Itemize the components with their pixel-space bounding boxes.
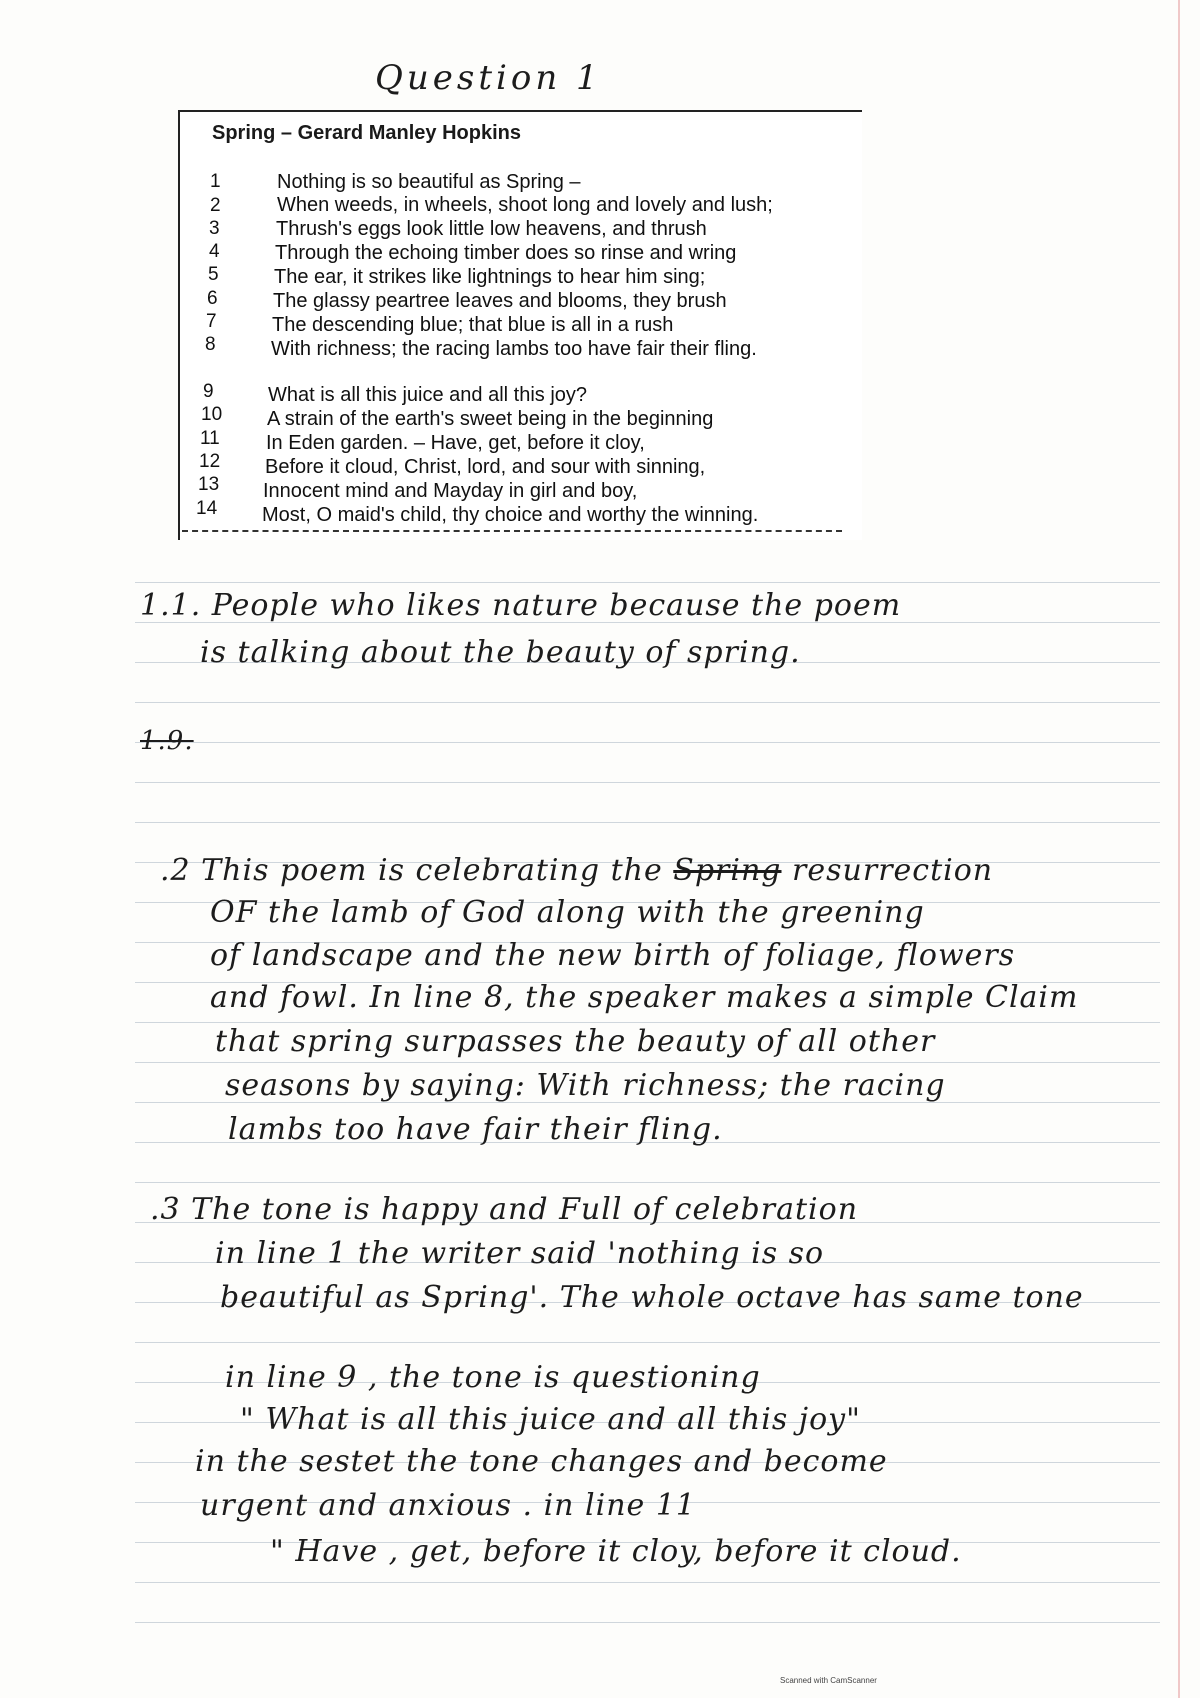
page-margin-line [1178, 0, 1180, 1698]
ruled-line [135, 822, 1160, 823]
ruled-line [135, 1622, 1160, 1623]
line-number: 13 [198, 474, 220, 495]
answer-1-2-line: lambs too have fair their fling. [228, 1112, 723, 1147]
answer-1-3-line: .3 The tone is happy and Full of celebration [150, 1192, 859, 1227]
line-number: 6 [207, 288, 218, 309]
line-number: 11 [200, 428, 220, 449]
poem-line: Most, O maid's child, thy choice and worthy the winning. [262, 504, 759, 526]
struck-label: 1.9. [140, 726, 194, 756]
line-number: 1 [210, 171, 221, 192]
answer-1-2-suffix: resurrection [792, 853, 994, 888]
struck-word: Spring [673, 853, 782, 888]
ruled-line [135, 1582, 1160, 1583]
ruled-line [135, 1062, 1160, 1063]
ruled-line [135, 582, 1160, 583]
line-number: 10 [201, 404, 223, 425]
answer-1-3-line: urgent and anxious . in line 11 [200, 1488, 697, 1523]
line-number: 3 [209, 218, 220, 239]
answer-1-1-line: 1.1. People who likes nature because the poem [140, 588, 902, 623]
poem-line: Before it cloud, Christ, lord, and sour with sinning, [265, 456, 706, 478]
poem-line: The ear, it strikes like lightnings to hear him sing; [274, 266, 706, 288]
poem-line: In Eden garden. – Have, get, before it cloy, [266, 432, 645, 454]
poem-line: What is all this juice and all this joy? [268, 384, 588, 406]
ruled-line [135, 1022, 1160, 1023]
ruled-line [135, 1182, 1160, 1183]
answer-1-2-line: of landscape and the new birth of foliage, flowers [210, 938, 1016, 973]
answer-1-2-line: OF the lamb of God along with the greening [210, 895, 925, 930]
poem-line: The descending blue; that blue is all in a rush [272, 314, 674, 336]
poem-line: When weeds, in wheels, shoot long and lovely and lush; [277, 194, 773, 216]
question-heading: Question 1 [375, 58, 602, 98]
ruled-line [135, 782, 1160, 783]
line-number: 8 [205, 334, 216, 355]
poem-line: Nothing is so beautiful as Spring – [277, 171, 581, 193]
answer-1-2-line: that spring surpasses the beauty of all other [215, 1024, 936, 1059]
poem-line: Innocent mind and Mayday in girl and boy, [263, 480, 638, 502]
line-number: 2 [210, 195, 221, 216]
line-number: 12 [199, 451, 221, 472]
line-number: 4 [209, 241, 220, 262]
answer-1-2-line: and fowl. In line 8, the speaker makes a simple Claim [210, 980, 1079, 1015]
answer-1-3-line: " What is all this juice and all this joy" [240, 1402, 861, 1437]
poem-line: Through the echoing timber does so rinse and wring [275, 242, 737, 264]
poem-line: A strain of the earth's sweet being in the beginning [267, 408, 714, 430]
answer-1-1-line: is talking about the beauty of spring. [200, 635, 801, 670]
line-number: 5 [208, 264, 219, 285]
answer-1-3-line: " Have , get, before it cloy, before it cloud. [270, 1534, 962, 1569]
ruled-line [135, 742, 1160, 743]
poem-line: With richness; the racing lambs too have fair their fling. [271, 338, 757, 360]
poem-bottom-edge [182, 530, 842, 532]
answer-1-2-prefix: .2 This poem is celebrating the [160, 853, 663, 888]
poem-title: Spring – Gerard Manley Hopkins [212, 122, 521, 144]
line-number: 14 [196, 498, 218, 519]
scanner-watermark: Scanned with CamScanner [780, 1676, 877, 1685]
answer-1-3-line: in line 9 , the tone is questioning [225, 1360, 761, 1395]
poem-line: The glassy peartree leaves and blooms, they brush [273, 290, 727, 312]
line-number: 9 [203, 381, 214, 402]
answer-1-2-line: seasons by saying: With richness; the racing [225, 1068, 946, 1103]
line-number: 7 [206, 311, 217, 332]
ruled-line [135, 1342, 1160, 1343]
answer-1-3-line: beautiful as Spring'. The whole octave has same tone [220, 1280, 1084, 1315]
poem-line: Thrush's eggs look little low heavens, and thrush [276, 218, 707, 240]
answer-1-3-line: in line 1 the writer said 'nothing is so [215, 1236, 825, 1271]
ruled-line [135, 702, 1160, 703]
answer-1-3-line: in the sestet the tone changes and become [195, 1444, 888, 1479]
answer-1-2-line [160, 853, 993, 888]
